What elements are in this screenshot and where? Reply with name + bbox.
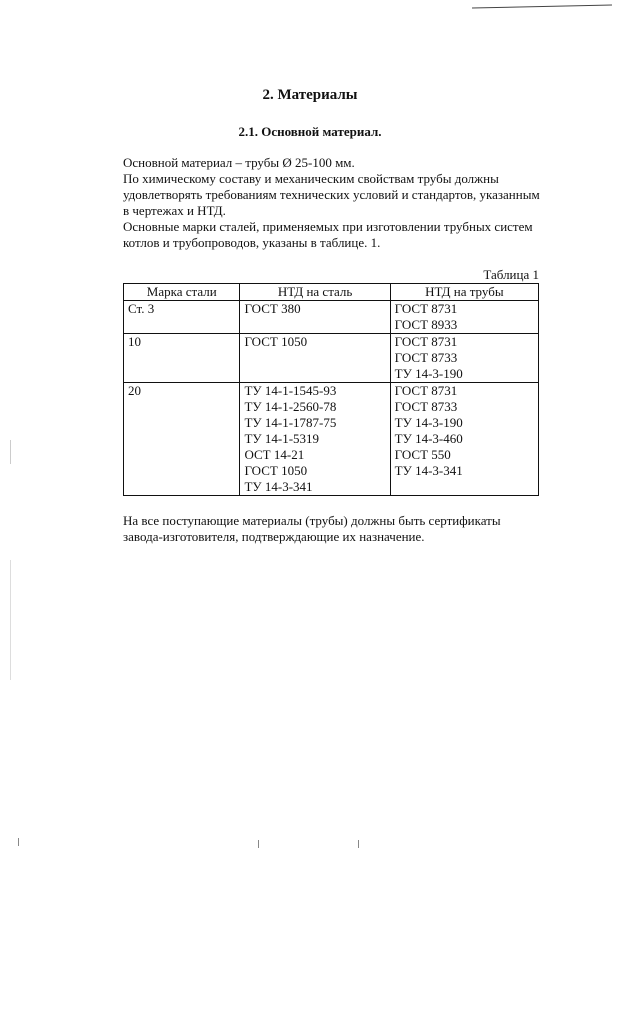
cell-pipe-docs: ГОСТ 8731 ГОСТ 8733 ТУ 14-3-190 ТУ 14-3-460 ГОСТ 550 ТУ 14-3-341 xyxy=(390,383,538,496)
cell-grade: Ст. 3 xyxy=(124,301,240,334)
table-row xyxy=(124,334,539,383)
intro-paragraph: Основные марки сталей, применяемых при изготовлении трубных систем котлов и трубопроводов, указаны в таблице. 1. xyxy=(123,219,533,250)
intro-paragraph: Основной материал – трубы Ø 25-100 мм. xyxy=(123,155,355,170)
table-caption: Таблица 1 xyxy=(483,267,539,282)
header-pipe-docs: НТД на трубы xyxy=(390,284,538,301)
scan-artifact-mark xyxy=(10,440,11,464)
header-steel-docs: НТД на сталь xyxy=(240,284,390,301)
scan-artifact-mark xyxy=(18,838,19,846)
closing-text: На все поступающие материалы (трубы) должны быть сертификаты завода-изготовителя, подтверждающие их назначение. xyxy=(123,513,501,544)
cell-pipe-docs: ГОСТ 8731 ГОСТ 8933 xyxy=(390,301,538,334)
cell-pipe-docs: ГОСТ 8731 ГОСТ 8733 ТУ 14-3-190 xyxy=(390,334,538,383)
cell-steel-docs: ГОСТ 1050 xyxy=(240,334,390,383)
table-header-row xyxy=(124,284,539,301)
table-row xyxy=(124,301,539,334)
section-title: 2.1. Основной материал. xyxy=(238,124,382,139)
scan-artifact-mark xyxy=(358,840,359,848)
intro-text xyxy=(123,155,543,251)
scan-artifact-mark xyxy=(10,560,11,680)
intro-paragraph: По химическому составу и механическим свойствам трубы должны удовлетворять требованиям технических условий и стандартов, указанным в чертежах и НТД. xyxy=(123,171,540,218)
cell-grade: 10 xyxy=(124,334,240,383)
scan-artifact-line xyxy=(472,5,612,9)
page-title: 2. Материалы xyxy=(262,87,358,103)
header-grade: Марка стали xyxy=(124,284,240,301)
scan-artifact-mark xyxy=(258,840,259,848)
cell-grade: 20 xyxy=(124,383,240,496)
cell-steel-docs: ТУ 14-1-1545-93 ТУ 14-1-2560-78 ТУ 14-1-1787-75 ТУ 14-1-5319 ОСТ 14-21 ГОСТ 1050 ТУ 14-3-341 xyxy=(240,383,390,496)
table-row xyxy=(124,383,539,496)
cell-steel-docs: ГОСТ 380 xyxy=(240,301,390,334)
steel-grades-table xyxy=(123,283,539,496)
